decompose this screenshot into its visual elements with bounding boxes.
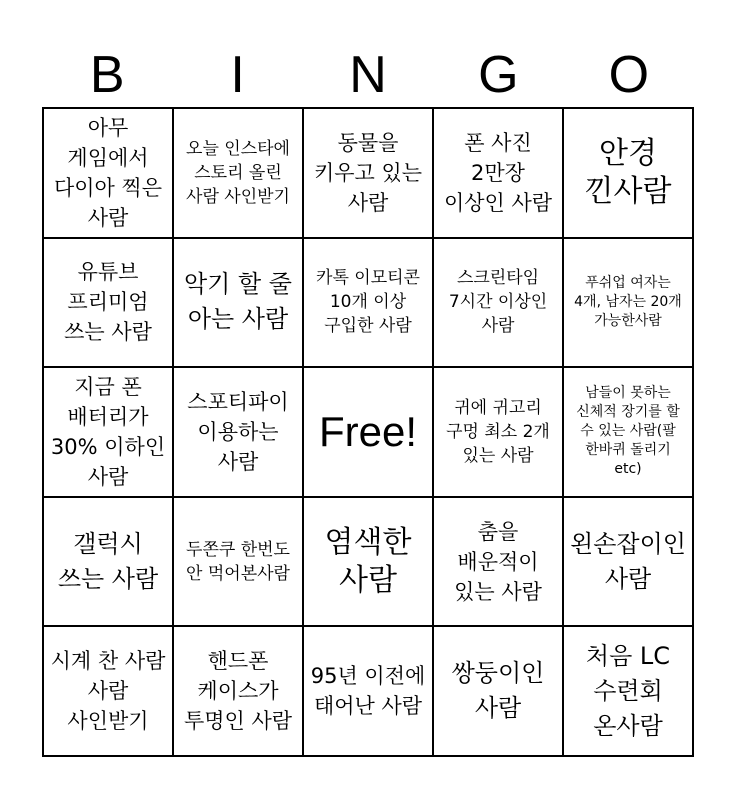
cell-text: 95년 이전에 태어난 사람 — [310, 664, 426, 719]
header-letter-o: O — [608, 46, 650, 104]
cell-text: 스크린타임 7시간 이상인 사람 — [448, 268, 548, 337]
cell-text: 오늘 인스타에 스토리 올린 사람 사인받기 — [186, 138, 290, 207]
cell-text: 유튜브 프리미엄 쓰는 사람 — [64, 260, 152, 345]
bingo-cell[interactable] — [173, 108, 303, 238]
header-letter-g: G — [478, 46, 519, 104]
bingo-cell[interactable] — [173, 238, 303, 368]
cell-text: 귀에 귀고리 구멍 최소 2개 있는 사람 — [446, 397, 550, 466]
bingo-cell[interactable] — [563, 238, 693, 368]
bingo-cell[interactable] — [433, 497, 563, 627]
cell-text: 시계 찬 사람 사람 사인받기 — [50, 649, 166, 734]
bingo-cell[interactable] — [563, 367, 693, 497]
bingo-cell[interactable] — [433, 108, 563, 238]
bingo-cell[interactable] — [43, 367, 173, 497]
header-letter-n: N — [349, 46, 387, 104]
cell-text: 동물을 키우고 있는 사람 — [313, 130, 423, 215]
cell-text: 스포티파이 이용하는 사람 — [187, 389, 289, 474]
cell-text: 왼손잡이인 사람 — [570, 529, 686, 593]
cell-text: 아무 게임에서 다이아 찍은 사람 — [53, 115, 163, 230]
bingo-cell[interactable] — [173, 497, 303, 627]
bingo-cell[interactable] — [303, 497, 433, 627]
bingo-cell[interactable] — [303, 626, 433, 756]
bingo-cell[interactable] — [563, 497, 693, 627]
cell-text: 핸드폰 케이스가 투명인 사람 — [183, 649, 293, 734]
bingo-cell[interactable] — [43, 108, 173, 238]
cell-text: 춤을 배운적이 있는 사람 — [454, 519, 542, 604]
bingo-cell[interactable] — [173, 626, 303, 756]
cell-text: 갤럭시 쓰는 사람 — [57, 529, 159, 593]
bingo-grid — [42, 107, 694, 757]
bingo-cell[interactable] — [563, 626, 693, 756]
bingo-cell[interactable] — [433, 238, 563, 368]
cell-text: 안경 낀사람 — [584, 135, 672, 209]
cell-text: 두쫀쿠 한번도 안 먹어본사람 — [186, 539, 290, 584]
cell-text: 남들이 못하는 신체적 장기를 할 수 있는 사람(팔 한바퀴 돌리기 etc) — [576, 385, 680, 478]
header-letter-b: B — [89, 46, 125, 104]
cell-text: 염색한 사람 — [324, 524, 412, 598]
cell-text: 카톡 이모티콘 10개 이상 구입한 사람 — [316, 268, 420, 337]
bingo-cell[interactable] — [563, 108, 693, 238]
cell-text: 악기 할 줄 아는 사람 — [184, 270, 292, 334]
bingo-cell[interactable] — [433, 367, 563, 497]
cell-text: 폰 사진 2만장 이상인 사람 — [443, 130, 553, 215]
bingo-cell[interactable] — [173, 367, 303, 497]
bingo-cell[interactable] — [303, 108, 433, 238]
cell-text: 지금 폰 배터리가 30% 이하인 사람 — [50, 375, 166, 489]
bingo-cell[interactable] — [433, 626, 563, 756]
bingo-header — [42, 44, 694, 106]
bingo-cell[interactable] — [43, 238, 173, 368]
cell-text: 푸쉬업 여자는 4개, 남자는 20개 가능한사람 — [574, 274, 682, 329]
bingo-cell[interactable] — [43, 626, 173, 756]
header-letter-i: I — [230, 46, 245, 104]
free-space-text: Free! — [318, 407, 418, 455]
bingo-cell[interactable] — [303, 238, 433, 368]
free-space-cell[interactable] — [303, 367, 433, 497]
cell-text: 처음 LC 수련회 온사람 — [585, 641, 671, 740]
cell-text: 쌍둥이인 사람 — [451, 659, 545, 723]
bingo-cell[interactable] — [43, 497, 173, 627]
